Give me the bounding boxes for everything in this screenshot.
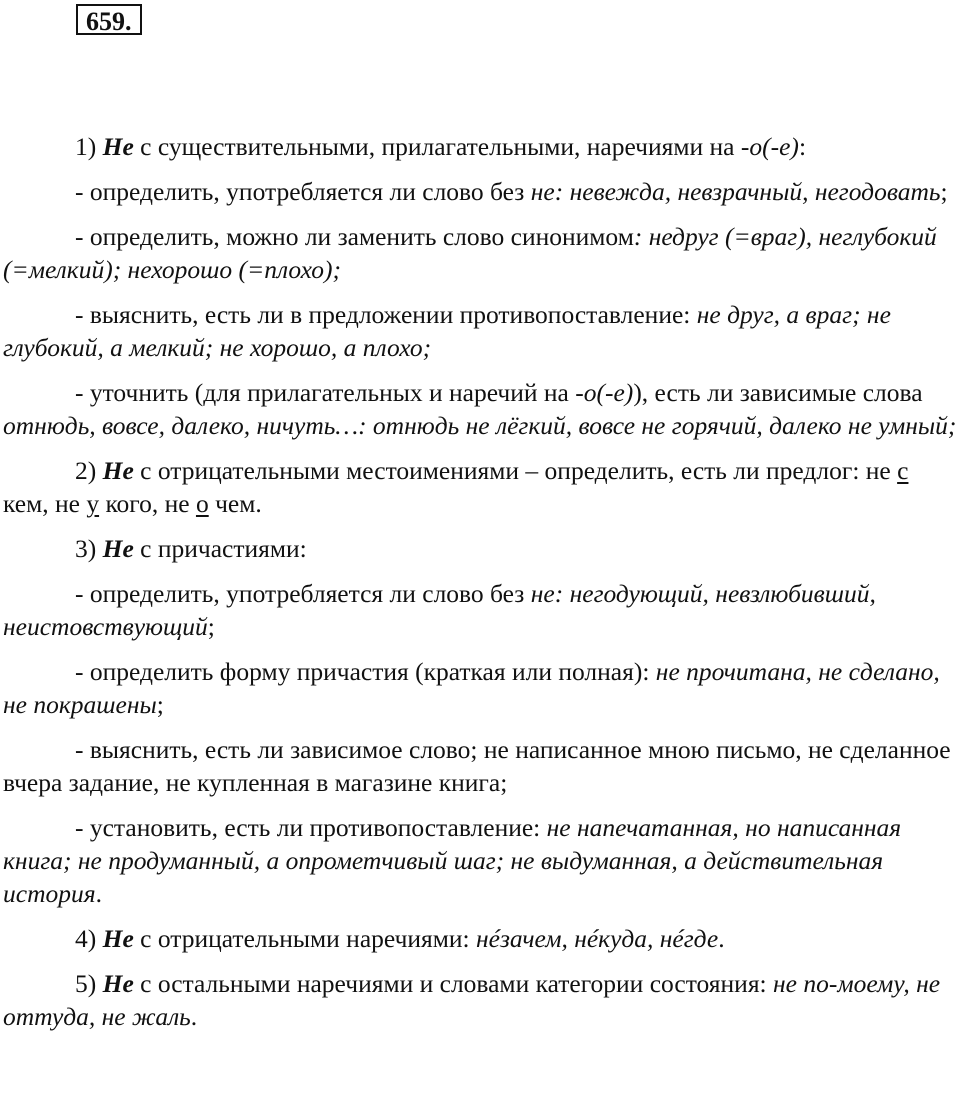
rule-paragraph-p3: [3, 220, 958, 286]
text-segment: :: [798, 132, 807, 161]
text-segment: - определить, употребляется ли слово без: [75, 579, 531, 608]
text-segment: Не: [102, 534, 134, 563]
text-segment: - определить форму причастия (краткая или полная):: [75, 657, 656, 686]
text-segment: нéзачем, нéкуда, нéгде: [476, 924, 719, 953]
text-segment: у: [86, 489, 100, 518]
rule-paragraph-p5: [3, 376, 958, 442]
text-segment: кем, не: [3, 489, 87, 518]
rule-paragraph-p1: [3, 130, 958, 163]
text-segment: о: [195, 489, 209, 518]
text-segment: ), есть ли зависимые слова: [633, 378, 923, 407]
task-number-badge: 659.: [76, 4, 142, 35]
text-segment: - определить, употребляется ли слово без: [75, 177, 531, 206]
text-segment: не: невежда, невзрачный, негодовать: [530, 177, 941, 206]
rule-paragraph-p7: [3, 532, 958, 565]
rule-paragraph-p6: [3, 454, 958, 520]
text-segment: ;: [156, 690, 164, 719]
text-segment: .: [718, 924, 725, 953]
text-segment: не напечатанная, но написанная книга; не продуманный, а опрометчивый шаг; не выдуманная, а действительная история: [3, 813, 902, 908]
text-segment: -о(-е): [575, 378, 634, 407]
rule-paragraph-p13: [3, 967, 958, 1033]
text-segment: - выяснить, есть ли зависимое слово; не написанное мною письмо, не сделанное вчера задание, не купленная в магазине книга;: [3, 735, 951, 797]
text-segment: с существительными, прилагательными, наречиями на: [133, 132, 741, 161]
rule-paragraph-p10: [3, 733, 958, 799]
text-segment: не: негодующий, невзлюбивший, неистовствующий: [3, 579, 876, 641]
text-segment: не по-моему, не оттуда, не жаль: [3, 969, 941, 1031]
text-segment: - выяснить, есть ли в предложении противопоставление:: [75, 300, 697, 329]
text-segment: 1): [75, 132, 103, 161]
rule-paragraph-p12: [3, 922, 958, 955]
rules-text: [3, 130, 958, 1033]
text-segment: кого, не: [99, 489, 196, 518]
text-segment: : недруг (=враг), неглубокий (=мелкий); нехорошо (=плохо);: [3, 222, 937, 284]
text-segment: ;: [940, 177, 948, 206]
text-segment: .: [95, 879, 102, 908]
text-segment: не друг, а враг; не глубокий, а мелкий; не хорошо, а плохо;: [3, 300, 891, 362]
text-segment: с отрицательными наречиями:: [133, 924, 477, 953]
text-segment: -о(-е): [740, 132, 799, 161]
text-segment: Не: [102, 924, 134, 953]
rule-paragraph-p4: [3, 298, 958, 364]
text-segment: ;: [207, 612, 215, 641]
text-segment: Не: [102, 969, 134, 998]
text-segment: не прочитана, не сделано, не покрашены: [3, 657, 940, 719]
text-segment: Не: [102, 132, 134, 161]
rule-paragraph-p9: [3, 655, 958, 721]
text-segment: 4): [75, 924, 103, 953]
text-segment: - установить, есть ли противопоставление:: [75, 813, 547, 842]
text-segment: .: [190, 1002, 198, 1031]
text-segment: чем.: [208, 489, 262, 518]
rule-paragraph-p2: [3, 175, 958, 208]
text-segment: 2): [75, 456, 103, 485]
rule-paragraph-p11: [3, 811, 958, 910]
text-segment: с: [897, 456, 909, 485]
text-segment: Не: [102, 456, 134, 485]
text-segment: 3): [75, 534, 103, 563]
text-segment: - уточнить (для прилагательных и наречий на: [75, 378, 576, 407]
text-segment: с причастиями:: [133, 534, 307, 563]
text-segment: 5): [75, 969, 103, 998]
text-segment: с остальными наречиями и словами категории состояния:: [133, 969, 774, 998]
rule-paragraph-p8: [3, 577, 958, 643]
text-segment: с отрицательными местоимениями – определить, есть ли предлог: не: [133, 456, 898, 485]
text-segment: - определить, можно ли заменить слово синонимом: [75, 222, 634, 251]
text-segment: отнюдь, вовсе, далеко, ничуть…: отнюдь не лёгкий, вовсе не горячий, далеко не умный;: [3, 411, 957, 440]
